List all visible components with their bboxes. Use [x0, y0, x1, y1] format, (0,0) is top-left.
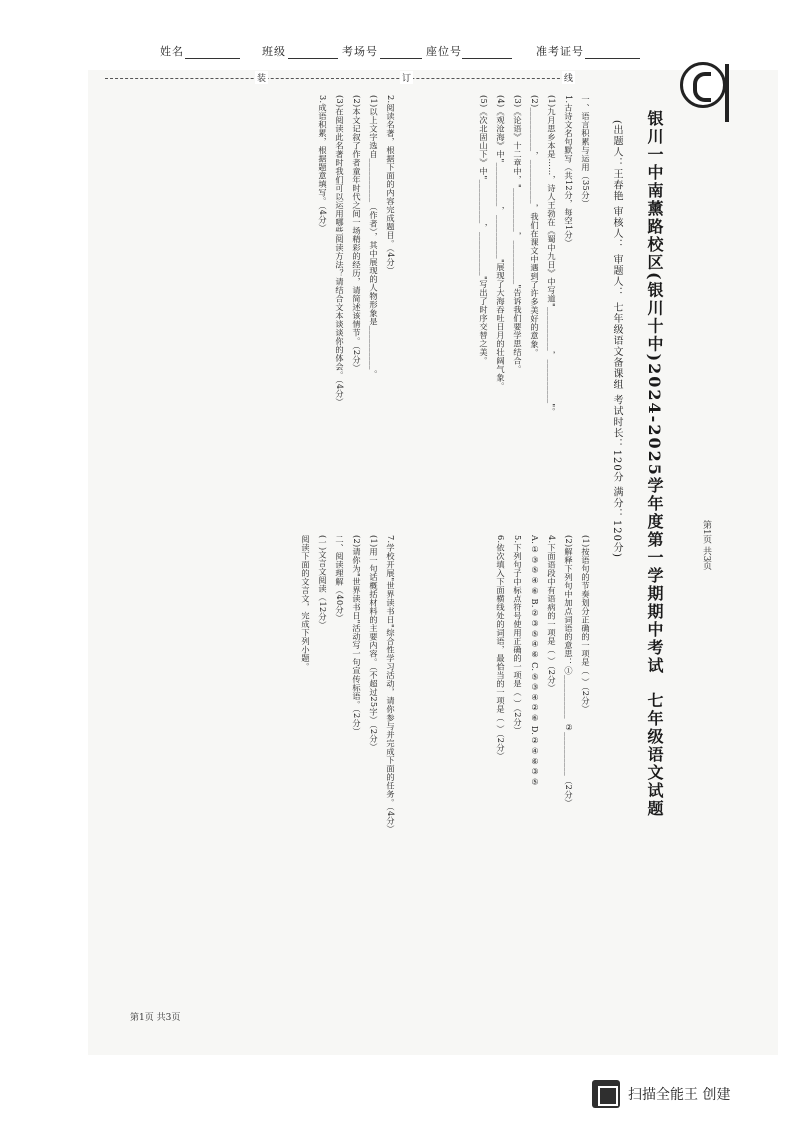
section2-line: 7.学校开展"世界读书日"综合性学习活动，请你参与并完成下面的任务。（4分） [386, 535, 396, 834]
cut-mark-zhuang: 装 [255, 71, 268, 84]
ticket-field-line [585, 58, 640, 59]
section2-line: 二、阅读理解（40分） [335, 535, 345, 623]
section1-line: 3.成语积累，根据题意填写。（4分） [318, 95, 328, 233]
exam-subject: 七年级语文试题 [645, 692, 664, 819]
section1-line: (3)在阅读此名著时我们可以运用哪些阅读方法？请结合文本谈谈你的体会。（4分） [335, 95, 345, 407]
section2-line: 4.下面语段中有语病的一项是（ ）（2分） [547, 535, 557, 693]
section2-line: 阅读下面的文言文，完成下列小题。 [301, 535, 311, 671]
exam-title-text: 银川一中南薰路校区(银川十中)2024-2025学年度第一学期期中考试 [645, 110, 664, 675]
class-field-line [288, 58, 338, 59]
binding-cut-line [105, 78, 575, 79]
section1-line: (4)《观沧海》中"__________，__________"展现了大海吞吐日月的壮阔气象。 [496, 95, 506, 391]
section2-line: 5.下列句子中标点符号使用正确的一项是（ ）（2分） [513, 535, 523, 735]
section2-line: (2)请你为"世界读书日"活动写一句宣传标语。（2分） [352, 535, 362, 736]
name-field-label: 姓名 [160, 45, 184, 58]
section1-line: (2)本文记叙了作者童年时代之间一场精彩的经历，请简述该情节。（2分） [352, 95, 362, 373]
section1-line: (1)以上文字选自__________（作者），其中展现的人物形象是__________。 [369, 95, 379, 379]
seat-field-label: 座位号 [426, 45, 462, 58]
exam-room-field-label: 考场号 [342, 45, 378, 58]
name-field-line [185, 58, 240, 59]
school-logo-icon [680, 62, 726, 108]
section2-line: (1)用一句话概括材料的主要内容。（不超过25字）（2分） [369, 535, 379, 752]
school-logo-bar [725, 64, 729, 122]
page-number-lower: 第1页 共3页 [130, 1013, 181, 1023]
section1-line: (3)《论语》十二章中，"__________，__________"告诉我们要学思结合。 [513, 95, 523, 374]
section1-column [404, 95, 594, 505]
section1-line: 一、语言积累与运用（35分） [581, 95, 591, 209]
section2-line: 6.依次填入下面横线处的词语，最恰当的一项是（ ）（2分） [496, 535, 506, 761]
watermark-text: 扫描全能王 创建 [628, 1087, 731, 1103]
class-field-label: 班级 [262, 45, 286, 58]
section2-line: (2)解释下列句中加点词语的意思：①__________ ②__________（2分） [564, 535, 574, 808]
cut-mark-ding: 订 [400, 71, 413, 84]
seat-field-line [462, 58, 512, 59]
ticket-field-label: 准考证号 [536, 45, 584, 58]
cut-mark-xian: 线 [562, 71, 575, 84]
exam-title [626, 110, 666, 819]
page-number-upper: 第1页 共3页 [701, 520, 711, 571]
exam-room-field-line [380, 58, 422, 59]
section1-line: 1.古诗文名句默写（共12分，每空1分） [564, 95, 574, 248]
section1-line: (1)九月思乡本是……，诗人王勃在《蜀中九日》中写道"__________，__________"。 [547, 95, 557, 416]
section1-column-continued [174, 95, 399, 505]
section2-line: (1)按语句的节奏划分正确的一项是（ ）（2分） [581, 535, 591, 714]
section2-line: (一)文言文阅读（12分） [318, 535, 328, 630]
section1-line: 2.阅读名著，根据下面的内容完成题目。（4分） [386, 95, 396, 275]
scanner-watermark [592, 1079, 730, 1109]
exam-meta: (出题人：王春艳 审核人： 审题人： 七年级语文备课组 考试时长：120分 满分：120分) [611, 120, 622, 558]
section2-column [404, 535, 594, 990]
section1-line: (5)《次北固山下》中"__________，__________"写出了时序交替之美。 [479, 95, 489, 366]
section2-column-continued [174, 535, 399, 990]
section1-line: (2)__________，__________，我们在课文中遇到了许多美好的意象。 [530, 95, 540, 357]
section2-line: A.①③⑤④⑥ B.②③⑤④⑥ C.⑤③④②⑥ D.②④⑥③⑤ [530, 535, 540, 787]
camscanner-logo-icon [592, 1080, 620, 1108]
